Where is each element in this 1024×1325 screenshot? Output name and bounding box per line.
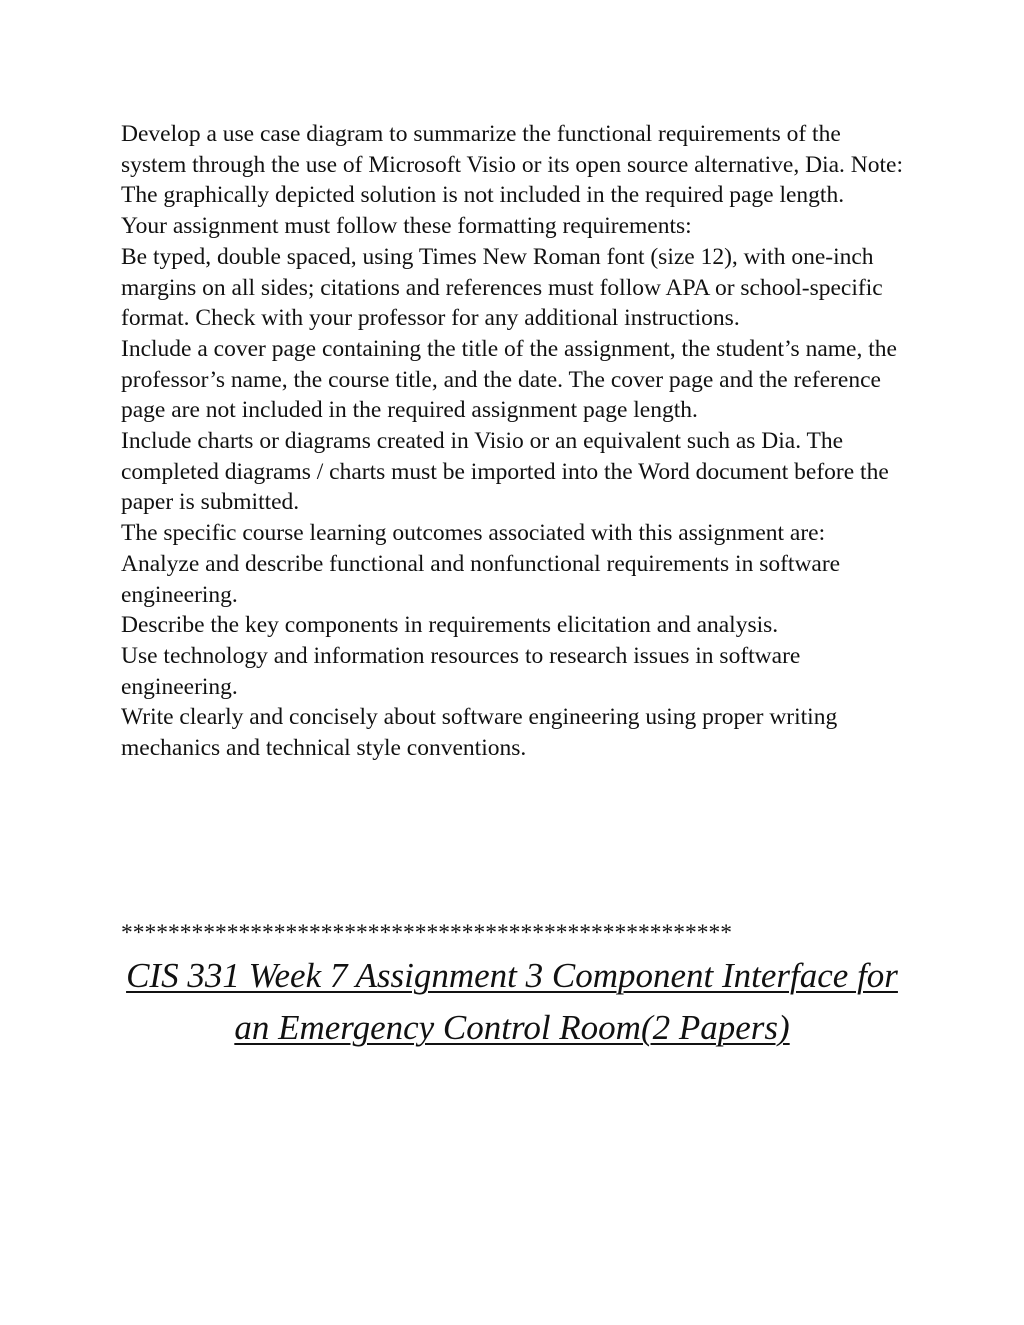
- paragraph-cover-page: Include a cover page containing the title of the assignment, the student’s name, the professor’s name, the course title, and the date. The cover page and the reference page are not included in the required assignment page length.: [121, 335, 897, 424]
- paragraph-outcome-analyze: Analyze and describe functional and nonfunctional requirements in software engineering.: [121, 550, 841, 608]
- paragraph-outcome-describe: Describe the key components in requirements elicitation and analysis.: [121, 612, 779, 639]
- paragraph-learning-outcomes-intro: The specific course learning outcomes associated with this assignment are:: [121, 520, 826, 547]
- paragraph-outcome-technology: Use technology and information resources to research issues in software engineering.: [121, 642, 801, 700]
- paragraph-typing-requirements: Be typed, double spaced, using Times New Roman font (size 12), with one-inch margins on all sides; citations and references must follow APA or school-specific format. Check with your professor for any additional instructions.: [121, 243, 883, 332]
- paragraph-charts-diagrams: Include charts or diagrams created in Visio or an equivalent such as Dia. The completed diagrams / charts must be imported into the Word document before the paper is submitted.: [121, 428, 889, 516]
- assignment-title-link[interactable]: CIS 331 Week 7 Assignment 3 Component Interface for an Emergency Control Room(2 Papers): [126, 956, 898, 1047]
- paragraph-formatting-intro: Your assignment must follow these formatting requirements:: [121, 213, 692, 240]
- asterisk-separator: ****************************************************: [121, 920, 732, 946]
- paragraph-use-case-diagram: Develop a use case diagram to summarize the functional requirements of the system through the use of Microsoft Visio or its open source alternative, Dia. Note: The graphically depicted solution is not included in the required page length.: [121, 121, 903, 209]
- paragraph-outcome-write: Write clearly and concisely about software engineering using proper writing mechanics and technical style conventions.: [121, 704, 838, 762]
- body-text: [121, 119, 911, 764]
